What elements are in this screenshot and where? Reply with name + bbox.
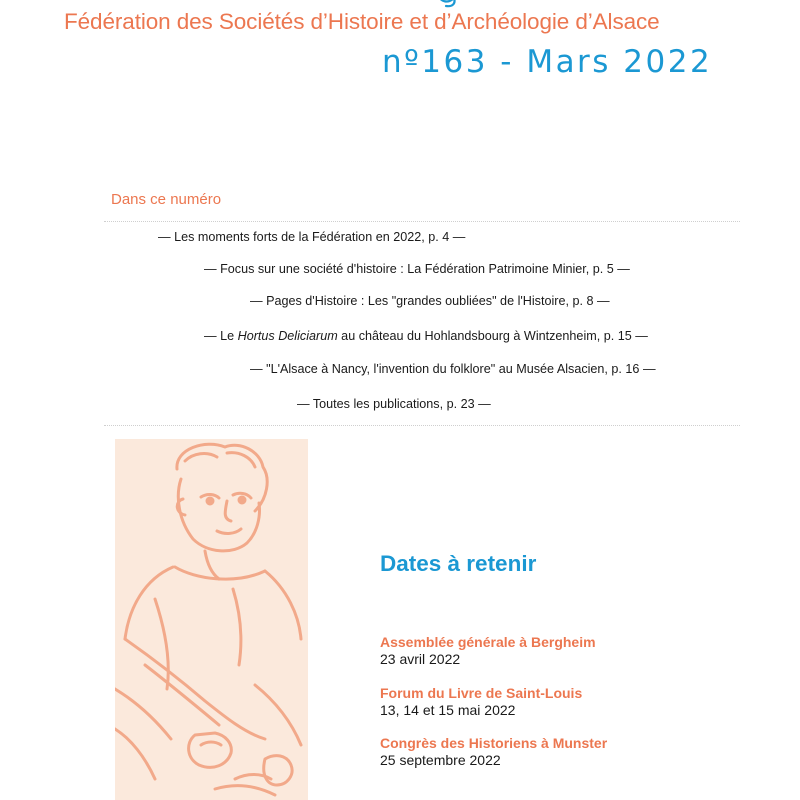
dates-heading: Dates à retenir [380,551,537,576]
illustration-panel [115,439,308,800]
toc-item[interactable]: — Focus sur une société d'histoire : La Fédération Patrimoine Minier, p. 5 — [204,262,630,276]
event-title[interactable]: Assemblée générale à Bergheim [380,634,596,650]
event-date: 13, 14 et 15 mai 2022 [380,702,516,718]
toc-top-divider [104,221,740,222]
federation-subtitle: Fédération des Sociétés d’Histoire et d’Archéologie d’Alsace [64,9,660,34]
toc-item-suffix: au château du Hohlandsbourg à Wintzenheim, p. 15 — [337,329,648,343]
toc-item[interactable]: — Les moments forts de la Fédération en 2022, p. 4 — [158,230,466,244]
toc-item[interactable]: — "L'Alsace à Nancy, l'invention du folklore" au Musée Alsacien, p. 16 — [250,362,656,376]
event-date: 25 septembre 2022 [380,752,501,768]
medieval-figure-illustration-icon [115,439,308,800]
toc-heading: Dans ce numéro [111,191,222,208]
event-date: 23 avril 2022 [380,651,461,667]
toc-item[interactable] [204,329,648,343]
toc-item-title-emphasis: Hortus Deliciarum [237,329,338,343]
issue-number: nº163 - Mars 2022 [382,44,713,80]
toc-item[interactable]: — Pages d'Histoire : Les "grandes oubliées" de l'Histoire, p. 8 — [250,294,610,308]
title-flourish-icon [430,0,470,8]
event-title[interactable]: Congrès des Historiens à Munster [380,735,608,751]
toc-bottom-divider [104,425,740,426]
toc-item-prefix: — Le [204,329,238,343]
event-title[interactable]: Forum du Livre de Saint-Louis [380,685,583,701]
toc-item[interactable]: — Toutes les publications, p. 23 — [297,397,491,411]
